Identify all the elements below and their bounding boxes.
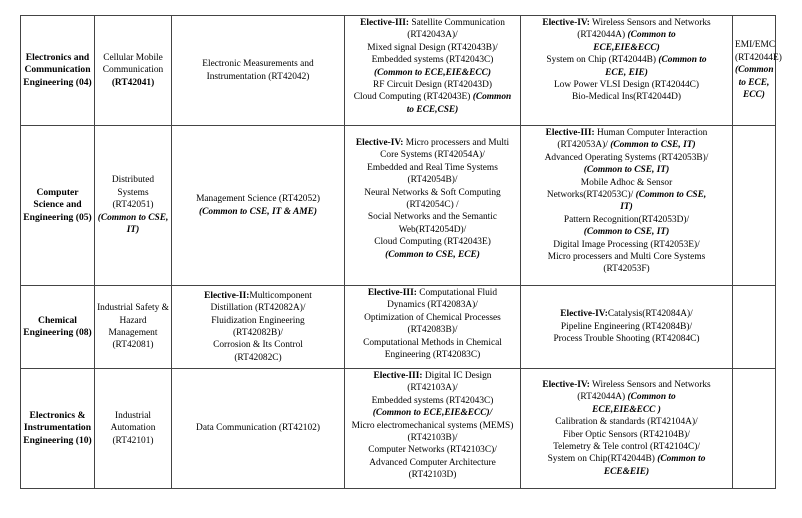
course1-cell: Industrial Automation (RT42101) [95, 369, 172, 489]
course-table [20, 15, 782, 489]
table-row-eie [21, 369, 776, 489]
elective-a-cell: Elective-III: Satellite Communication (RT42043A)/ Mixed signal Design (RT42043B)/ Embedded systems (RT42043C) (Common to ECE,EIE&ECC) RF Circuit Design (RT42043D) Cloud Computing (RT42043E) (Common to ECE,CSE) [345, 16, 521, 126]
branch-cell: Computer Science and Engineering (05) [21, 126, 95, 286]
course2-cell: Management Science (RT42052) (Common to CSE, IT & AME) [172, 126, 345, 286]
branch-cell: Electronics and Communication Engineering (04) [21, 16, 95, 126]
elective-b-cell: Elective-IV: Wireless Sensors and Networks (RT42044A) (Common to ECE,EIE&ECC) System on Chip (RT42044B) (Common to ECE, EIE) Low Power VLSI Design (RT42044C) Bio-Medical Ins(RT42044D) [521, 16, 733, 126]
table-row-ece [21, 16, 776, 126]
course2-cell: Electronic Measurements and Instrumentation (RT42042) [172, 16, 345, 126]
course1-cell: Distributed Systems (RT42051) (Common to CSE, IT) [95, 126, 172, 286]
course2-cell: Data Communication (RT42102) [172, 369, 345, 489]
elective-b-cell: Elective-IV: Wireless Sensors and Networks (RT42044A) (Common to ECE,EIE&ECC ) Calibration & standards (RT42104A)/ Fiber Optic Sensors (RT42104B)/ Telemetry & Tele control (RT42104C)/ System on Chip(RT42044B) (Common to ECE&EIE) [521, 369, 733, 489]
branch-cell: Chemical Engineering (08) [21, 286, 95, 369]
table-row-cse [21, 126, 776, 286]
extra-elective-cell [733, 286, 776, 369]
elective-a-cell: Elective-III: Computational Fluid Dynamics (RT42083A)/ Optimization of Chemical Processes (RT42083B)/ Computational Methods in Chemical Engineering (RT42083C) [345, 286, 521, 369]
elective-b-cell: Elective-IV:Catalysis(RT42084A)/ Pipeline Engineering (RT42084B)/ Process Trouble Shooting (RT42084C) [521, 286, 733, 369]
course2-cell: Elective-II:Multicomponent Distillation (RT42082A)/ Fluidization Engineering (RT42082B)/ Corrosion & Its Control (RT42082C) [172, 286, 345, 369]
elective-a-cell: Elective-III: Digital IC Design (RT42103A)/ Embedded systems (RT42043C) (Common to ECE,EIE&ECC)/ Micro electromechanical systems (MEMS) (RT42103B)/ Computer Networks (RT42103C)/ Advanced Computer Architecture (RT42103D) [345, 369, 521, 489]
extra-elective-cell: EMI/EMC (RT42044E) (Common to ECE, ECC) [733, 16, 776, 126]
course1-cell: Industrial Safety & Hazard Management (RT42081) [95, 286, 172, 369]
extra-elective-cell [733, 369, 776, 489]
elective-b-cell: Elective-III: Human Computer Interaction (RT42053A)/ (Common to CSE, IT) Advanced Operating Systems (RT42053B)/ (Common to CSE, IT) Mobile Adhoc & Sensor Networks(RT42053C)/ (Common to CSE, IT) Pattern Recognition(RT42053D)/ (Common to CSE, IT) Digital Image Processing (RT42053E)/ Micro processers and Multi Core Systems (RT42053F) [521, 126, 733, 286]
extra-elective-cell [733, 126, 776, 286]
elective-a-cell: Elective-IV: Micro processers and Multi Core Systems (RT42054A)/ Embedded and Real Time Systems (RT42054B)/ Neural Networks & Soft Computing (RT42054C) / Social Networks and the Semantic Web(RT42054D)/ Cloud Computing (RT42043E) (Common to CSE, ECE) [345, 126, 521, 286]
branch-cell: Electronics & Instrumentation Engineering (10) [21, 369, 95, 489]
course1-cell: Cellular Mobile Communication (RT42041) [95, 16, 172, 126]
table-row-chemical [21, 286, 776, 369]
